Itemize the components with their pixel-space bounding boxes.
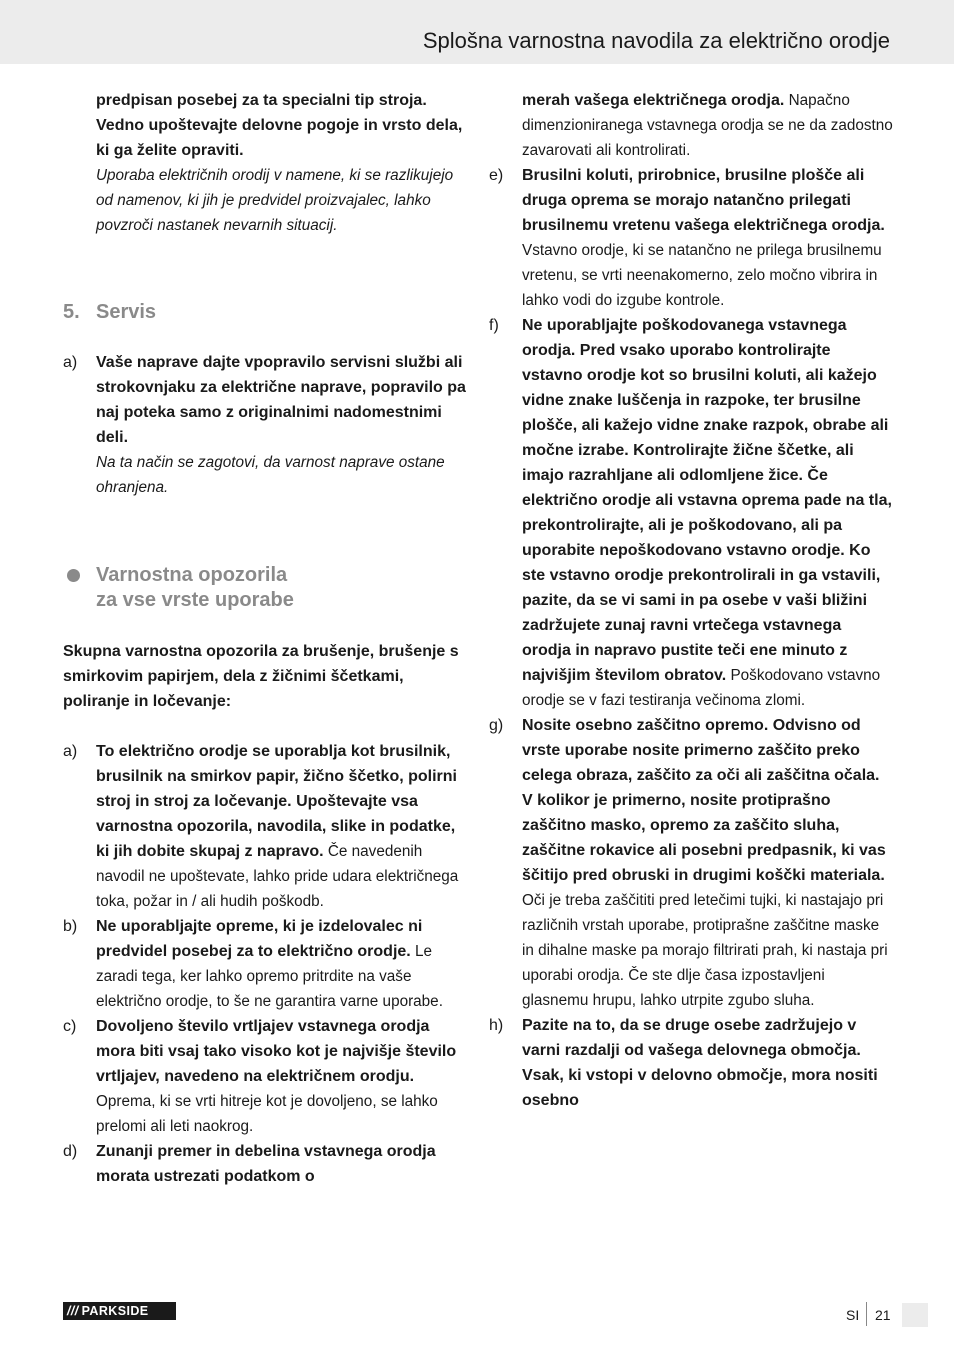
parkside-logo (63, 1302, 176, 1320)
list-item: c) Dovoljeno število vrtljajev vstavnega orodja mora biti vsaj tako visoko kot je najvišje število vrtljajev, navedeno na električnem orodju. Oprema, ki se vrti hitreje kot je dovoljeno, se lahko prelomi ali leti naokrog. (63, 1018, 457, 1135)
language-code: SI (846, 1307, 860, 1323)
page-corner-box (902, 1303, 928, 1327)
item-bold: Vaše naprave dajte vpopravilo servisni službi ali strokovnjaku za električne naprave, popravilo pa naj poteka samo z originalnimi nadomestnimi deli. (96, 354, 466, 446)
item-italic: Na ta način se zagotovi, da varnost naprave ostane ohranjena. (96, 454, 445, 496)
list-item: a) To električno orodje se uporablja kot brusilnik, brusilnik na smirkov papir, žično ščetko, polirni stroj in stroj za ločevanje. Upoštevajte vsa varnostna opozorila, navodila, slike in podatke, ki jih dobite skupaj z napravo. Če navedenih navodil ne upoštevate, lahko pride udara električnega toka, požar in / ali hudih poškodb. (63, 743, 459, 910)
left-column (63, 88, 468, 1189)
bullet-dot-icon (63, 563, 96, 613)
logo-text: PARKSIDE (81, 1304, 149, 1318)
right-column (489, 88, 894, 1113)
servis-item-a (63, 350, 468, 500)
intro-italic: Uporaba električnih orodij v namene, ki se razlikujejo od namenov, ki jih je predvidel proizvajalec, lahko povzroči nastanek nevarnih situacij. (96, 167, 454, 234)
intro-bold: predpisan posebej za ta specialni tip stroja. Vedno upoštevajte delovne pogoje in vrsto dela, ki ga želite opraviti. (96, 92, 463, 159)
page-number: 21 (875, 1307, 891, 1323)
group-title: Skupna varnostna opozorila za brušenje, brušenje s smirkovim papirjem, dela z žičnimi ščetkami, poliranje in ločevanje: (63, 643, 459, 710)
section-heading-safety (63, 563, 468, 613)
footer-divider (866, 1302, 867, 1326)
page-header (0, 0, 954, 64)
list-item: e) Brusilni koluti, prirobnice, brusilne plošče ali druga oprema se morajo natančno prilegati brusilnemu vretenu vašega električnega orodja. Vstavno orodje, ki se natančno ne prilega brusilnemu vretenu, se vrti neenakomerno, zelo močno vibrira in lahko vodi do izgube kontrole. (489, 167, 885, 309)
section-heading-servis (63, 300, 468, 325)
section-title: Servis (96, 301, 157, 323)
logo-slashes: /// (67, 1304, 79, 1318)
list-item: g) Nosite osebno zaščitno opremo. Odvisno od vrste uporabe nosite primerno zaščito preko celega obraza, zaščito za oči ali zaščitna očala. V kolikor je primerno, nosite protiprašno zaščitno masko, opremo za zaščito sluha, zaščitne rokavice ali posebni predpasnik, ki vas ščitijo pred obruski in drugimi koščki materiala. Oči je treba zaščititi pred letečimi tujki, ki nastajajo pri različnih vrstah uporabe, protiprašne zaščitne maske in dihalne maske pa morajo filtrirati prah, ki nastaja pri uporabi orodja. Če ste dlje časa izpostavljeni glasnemu hrupu, lahko utrpite zgubo sluha. (489, 717, 888, 1009)
list-item: h) Pazite na to, da se druge osebe zadržujejo v varni razdalji od vašega delovnega območja. Vsak, ki vstopi v delovno območje, mora nositi osebno (489, 1017, 878, 1109)
list-item: b) Ne uporabljajte opreme, ki je izdelovalec ni predvidel posebej za to električno orodje. Le zaradi tega, ker lahko opremo pritrdite na vaše električno orodje, to še ne garantira varne uporabe. (63, 918, 443, 1010)
item-label: a) (63, 354, 78, 371)
heading-line-1: Varnostna opozorila (96, 564, 288, 586)
intro-paragraph (63, 88, 468, 238)
page-title: Splošna varnostna navodila za električno orodje (422, 28, 890, 53)
section-number: 5. (63, 301, 80, 323)
heading-line-2: za vse vrste uporabe (96, 589, 294, 611)
list-item: d) Zunanji premer in debelina vstavnega orodja morata ustrezati podatkom o (63, 1143, 436, 1185)
list-item: f) Ne uporabljajte poškodovanega vstavnega orodja. Pred vsako uporabo kontrolirajte vstavno orodje kot so brusilni koluti, ali kažejo vidne znake luščenja in razpoke, ter brusilne plošče, ali kažejo vidne znake razpok, obrabe ali močne izrabe. Kontrolirajte žične ščetke, ali imajo razrahljane ali odlomljene žice. Če električno orodje ali vstavna oprema pade na tla, prekontrolirajte, ali je poškodovano, ali pa uporabite nepoškodovano vstavno orodje. Ko ste vstavno orodje prekontrolirali in ga vstavili, pazite, da se vi sami in pa osebe v vaši bližini zadržujete zunaj ravni vrtečega vstavnega orodja in napravo pustite teči ene minuto z najvišjim številom obratov. Poškodovano vstavno orodje se v fazi testiranja večinoma zlomi. (489, 317, 892, 709)
continued-paragraph: merah vašega električnega orodja. Napačno dimenzioniranega vstavnega orodja se ne da zadostno zavarovati ali kontrolirati. (522, 92, 893, 159)
